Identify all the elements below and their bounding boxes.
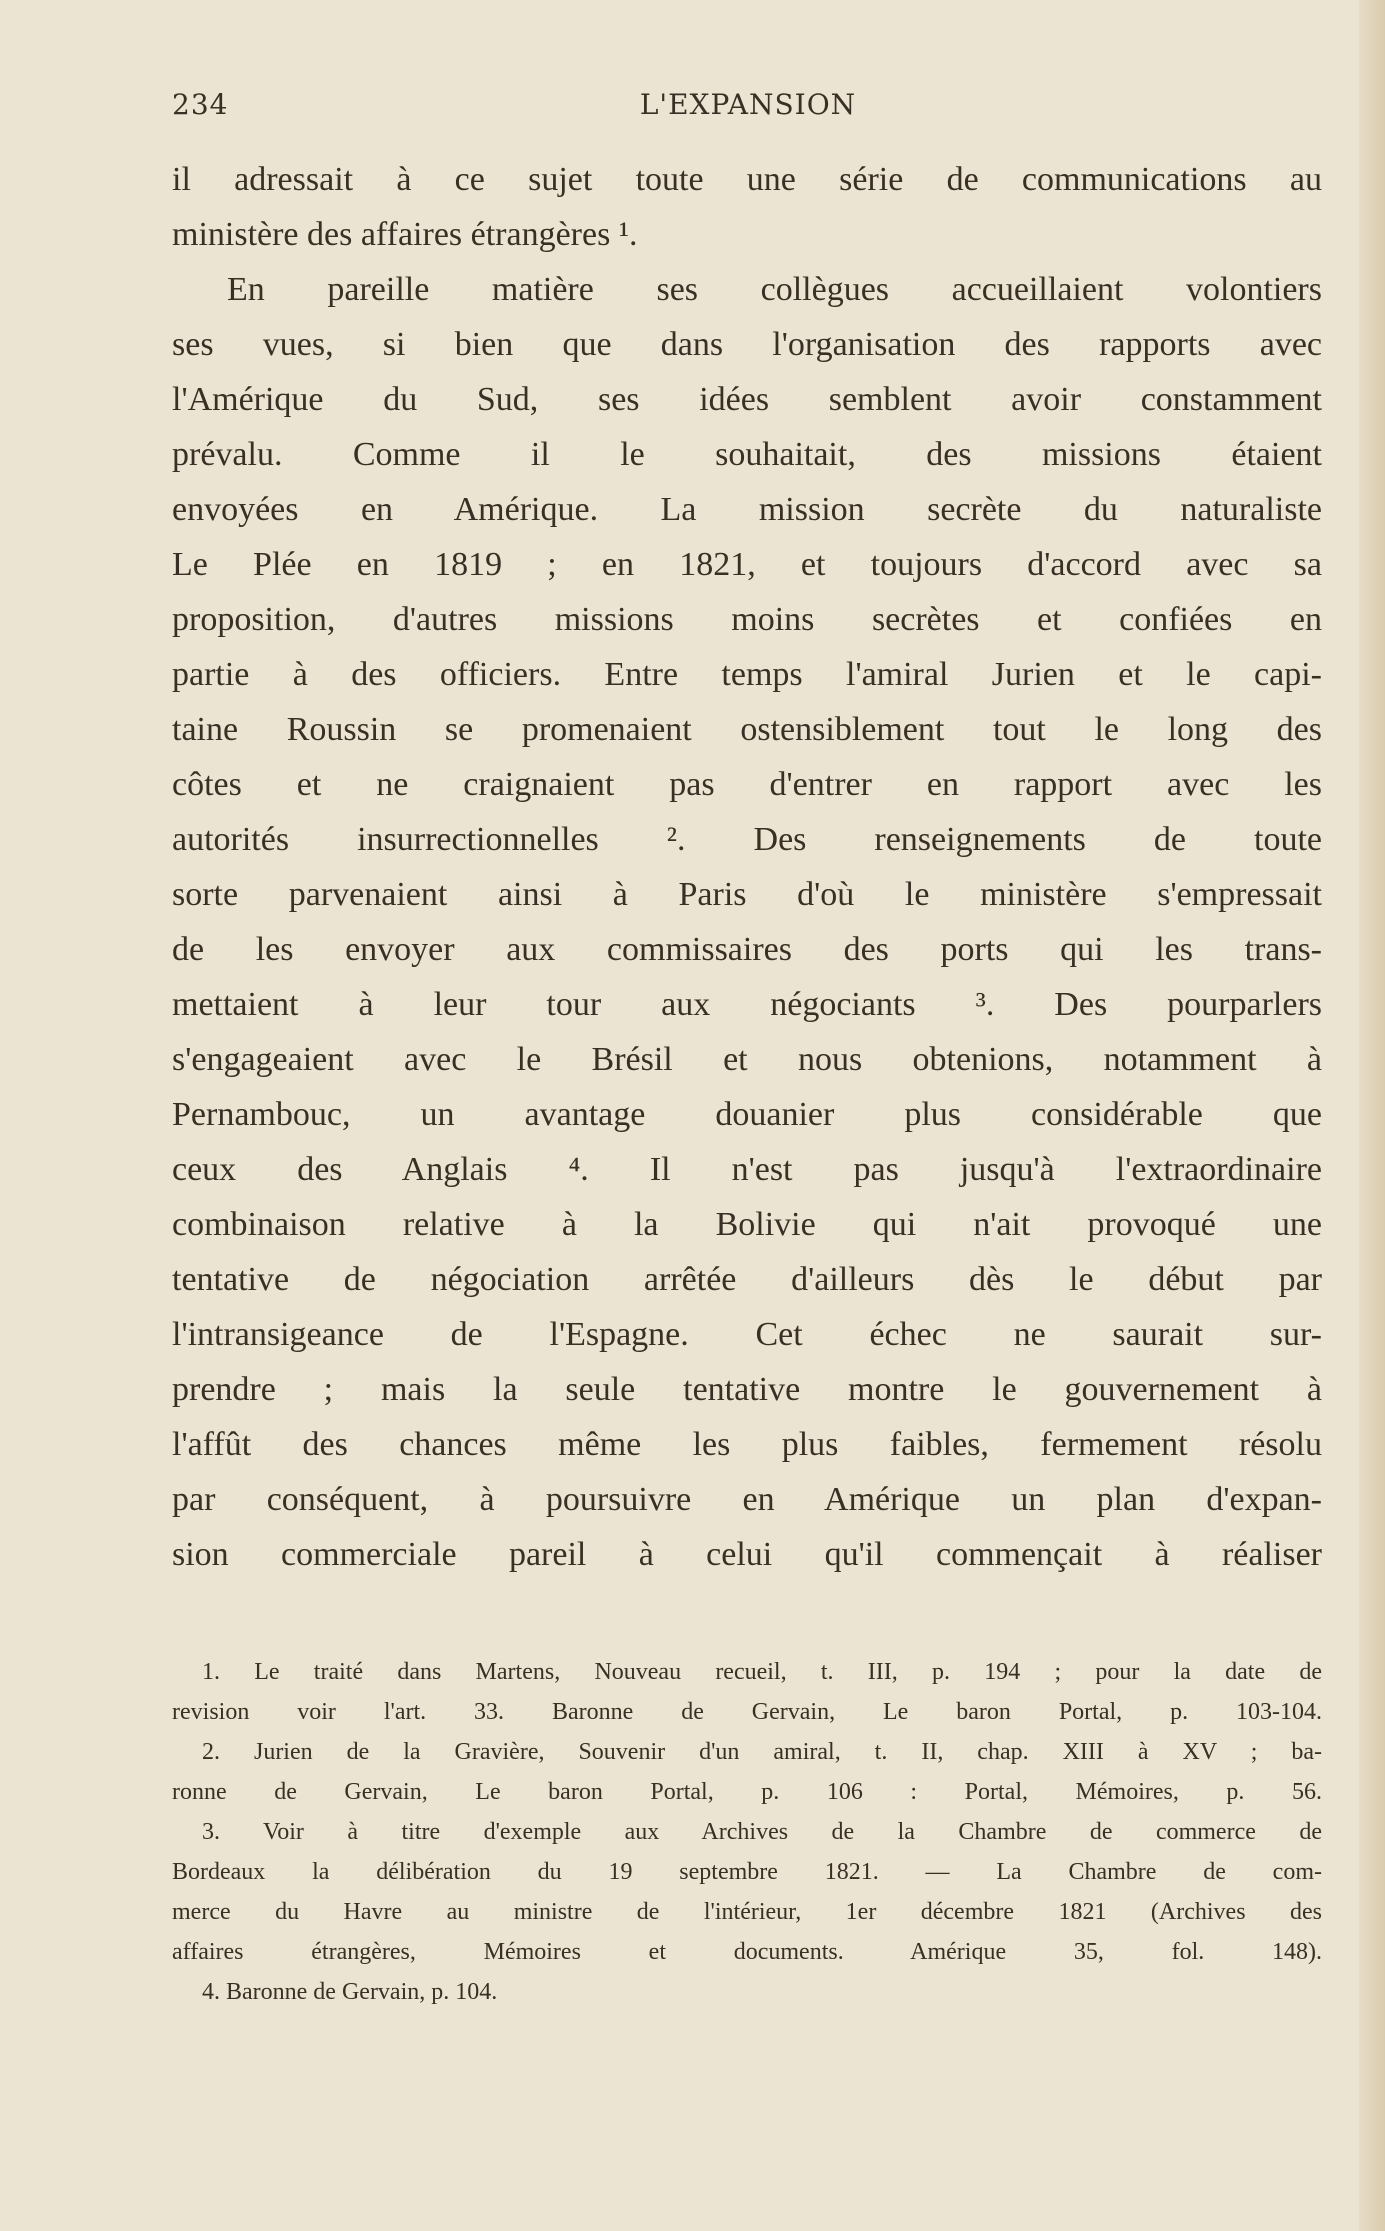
body-line: il adressait à ce sujet toute une série de communications au: [172, 161, 1322, 198]
body-line: côtes et ne craignaient pas d'entrer en rapport avec les: [172, 766, 1322, 803]
footnote-line: 3. Voir à titre d'exemple aux Archives de la Chambre de commerce de: [202, 1819, 1322, 1845]
footnote-line: Bordeaux la délibération du 19 septembre 1821. — La Chambre de com-: [172, 1859, 1322, 1885]
running-title: L'EXPANSION: [639, 88, 857, 121]
body-line: autorités insurrectionnelles ². Des renseignements de toute: [172, 821, 1322, 858]
body-line: sion commerciale pareil à celui qu'il commençait à réaliser: [172, 1536, 1322, 1573]
footnote-line: 1. Le traité dans Martens, Nouveau recueil, t. III, p. 194 ; pour la date de: [202, 1659, 1322, 1685]
body-text: [172, 152, 1322, 1582]
body-line: prendre ; mais la seule tentative montre le gouvernement à: [172, 1371, 1322, 1408]
body-line: sorte parvenaient ainsi à Paris d'où le ministère s'empressait: [172, 876, 1322, 913]
footnote-line: 4. Baronne de Gervain, p. 104.: [202, 1979, 498, 2005]
footnote-line: 2. Jurien de la Gravière, Souvenir d'un amiral, t. II, chap. XIII à XV ; ba-: [202, 1739, 1322, 1765]
body-line: Pernambouc, un avantage douanier plus considérable que: [172, 1096, 1322, 1133]
body-line: taine Roussin se promenaient ostensiblement tout le long des: [172, 711, 1322, 748]
page-edge: [1359, 0, 1385, 2231]
body-line: ministère des affaires étrangères ¹.: [172, 216, 638, 253]
body-line: l'Amérique du Sud, ses idées semblent avoir constamment: [172, 381, 1322, 418]
footnote-line: revision voir l'art. 33. Baronne de Gervain, Le baron Portal, p. 103-104.: [172, 1699, 1322, 1725]
body-line: s'engageaient avec le Brésil et nous obtenions, notamment à: [172, 1041, 1322, 1078]
body-line: envoyées en Amérique. La mission secrète du naturaliste: [172, 491, 1322, 528]
footnote-line: affaires étrangères, Mémoires et documents. Amérique 35, fol. 148).: [172, 1939, 1322, 1965]
body-line: Le Plée en 1819 ; en 1821, et toujours d'accord avec sa: [172, 546, 1322, 583]
body-line: tentative de négociation arrêtée d'ailleurs dès le début par: [172, 1261, 1322, 1298]
body-line: proposition, d'autres missions moins secrètes et confiées en: [172, 601, 1322, 638]
body-line: de les envoyer aux commissaires des ports qui les trans-: [172, 931, 1322, 968]
body-line: ses vues, si bien que dans l'organisation des rapports avec: [172, 326, 1322, 363]
body-line: partie à des officiers. Entre temps l'amiral Jurien et le capi-: [172, 656, 1322, 693]
page-number: 234: [172, 88, 229, 121]
body-line: mettaient à leur tour aux négociants ³. Des pourparlers: [172, 986, 1322, 1023]
body-line: ceux des Anglais ⁴. Il n'est pas jusqu'à l'extraordinaire: [172, 1151, 1322, 1188]
body-line: prévalu. Comme il le souhaitait, des missions étaient: [172, 436, 1322, 473]
page-header: [168, 88, 1328, 128]
body-line: par conséquent, à poursuivre en Amérique un plan d'expan-: [172, 1481, 1322, 1518]
body-line: l'intransigeance de l'Espagne. Cet échec ne saurait sur-: [172, 1316, 1322, 1353]
footnotes: [172, 1652, 1322, 2012]
footnote-line: ronne de Gervain, Le baron Portal, p. 106 : Portal, Mémoires, p. 56.: [172, 1779, 1322, 1805]
body-line: combinaison relative à la Bolivie qui n'ait provoqué une: [172, 1206, 1322, 1243]
body-line: En pareille matière ses collègues accueillaient volontiers: [227, 271, 1322, 308]
body-line: l'affût des chances même les plus faibles, fermement résolu: [172, 1426, 1322, 1463]
footnote-line: merce du Havre au ministre de l'intérieur, 1er décembre 1821 (Archives des: [172, 1899, 1322, 1925]
